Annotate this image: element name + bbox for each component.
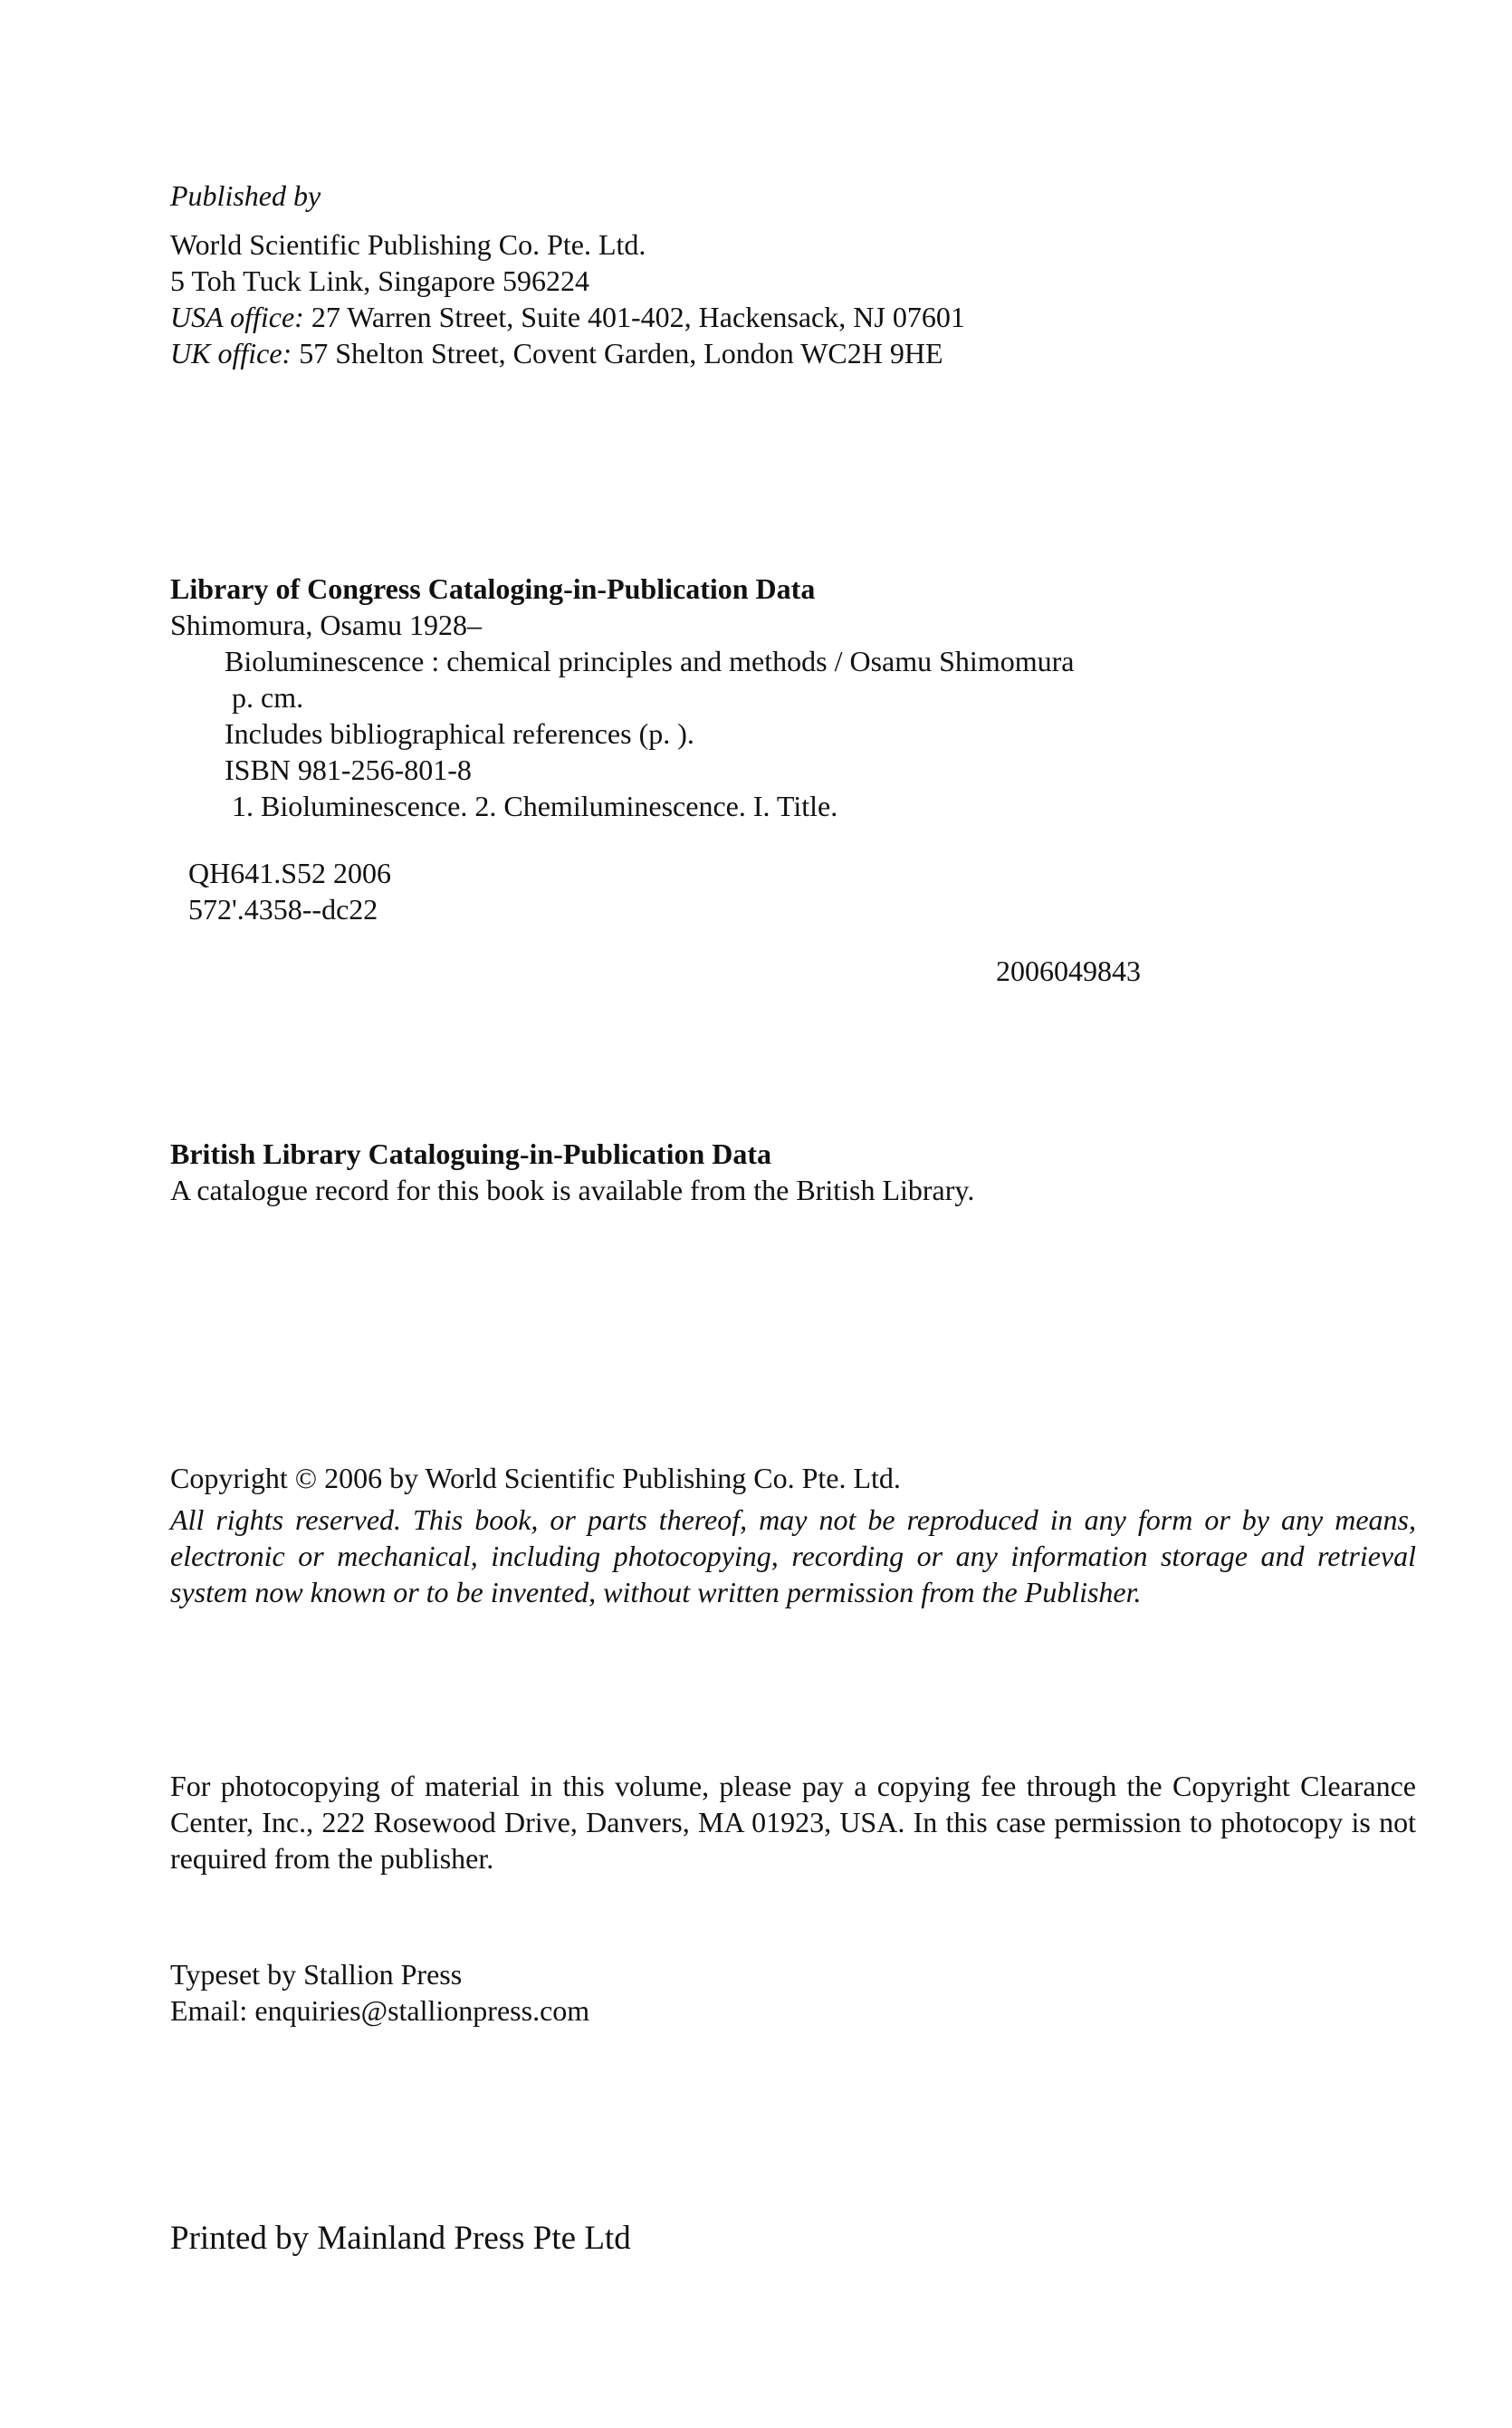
loc-isbn: ISBN 981-256-801-8 [225, 753, 472, 786]
photocopy-text: For photocopying of material in this volume, please pay a copying fee through the Copyright Clearance Center, Inc., 222 Rosewood Drive, Danvers, MA 01923, USA. In this case permission to photocopy is not required from the publisher. [170, 1770, 1416, 1875]
printed-by: Printed by Mainland Press Pte Ltd [170, 2220, 631, 2257]
copyright-block [170, 1460, 1416, 1610]
loc-lccn: 2006049843 [996, 955, 1141, 987]
usa-office-line [170, 299, 965, 335]
uk-office-line [170, 335, 965, 371]
published-by-heading: Published by [170, 179, 321, 212]
bl-heading: British Library Cataloguing-in-Publication Data [170, 1137, 772, 1170]
usa-office-label: USA office: [170, 301, 304, 333]
bl-cip-block [170, 1136, 974, 1208]
rights-statement: All rights reserved. This book, or parts thereof, may not be reproduced in any form or by any means, electronic or mechanical, including photocopying, recording or any information storage and retrieval system now known or to be invented, without written permission from the Publisher. [170, 1503, 1416, 1608]
typeset-email: Email: enquiries@stallionpress.com [170, 1994, 590, 2027]
loc-dewey: 572'.4358--dc22 [188, 893, 378, 926]
photocopy-block [170, 1768, 1416, 1876]
bl-text: A catalogue record for this book is available from the British Library. [170, 1174, 975, 1206]
loc-cip-block [170, 571, 1074, 927]
uk-office-address: 57 Shelton Street, Covent Garden, London WC2H 9HE [299, 337, 943, 369]
loc-title: Bioluminescence : chemical principles and methods / Osamu Shimomura [225, 645, 1075, 677]
typeset-block [170, 1956, 589, 2029]
publisher-name: World Scientific Publishing Co. Pte. Ltd. [170, 228, 646, 261]
loc-refs: Includes bibliographical references (p. ). [225, 717, 694, 750]
loc-call-number: QH641.S52 2006 [188, 857, 392, 889]
copyright-line: Copyright © 2006 by World Scientific Publishing Co. Pte. Ltd. [170, 1462, 901, 1494]
publisher-block [170, 178, 965, 371]
loc-pcm: p. cm. [232, 681, 304, 714]
uk-office-label: UK office: [170, 337, 292, 369]
loc-author: Shimomura, Osamu 1928– [170, 609, 482, 641]
typeset-by: Typeset by Stallion Press [170, 1958, 463, 1991]
usa-office-address: 27 Warren Street, Suite 401-402, Hackensack, NJ 07601 [311, 301, 965, 333]
loc-heading: Library of Congress Cataloging-in-Publication Data [170, 572, 816, 605]
publisher-address: 5 Toh Tuck Link, Singapore 596224 [170, 264, 589, 297]
loc-subjects: 1. Bioluminescence. 2. Chemiluminescence. I. Title. [232, 790, 838, 822]
